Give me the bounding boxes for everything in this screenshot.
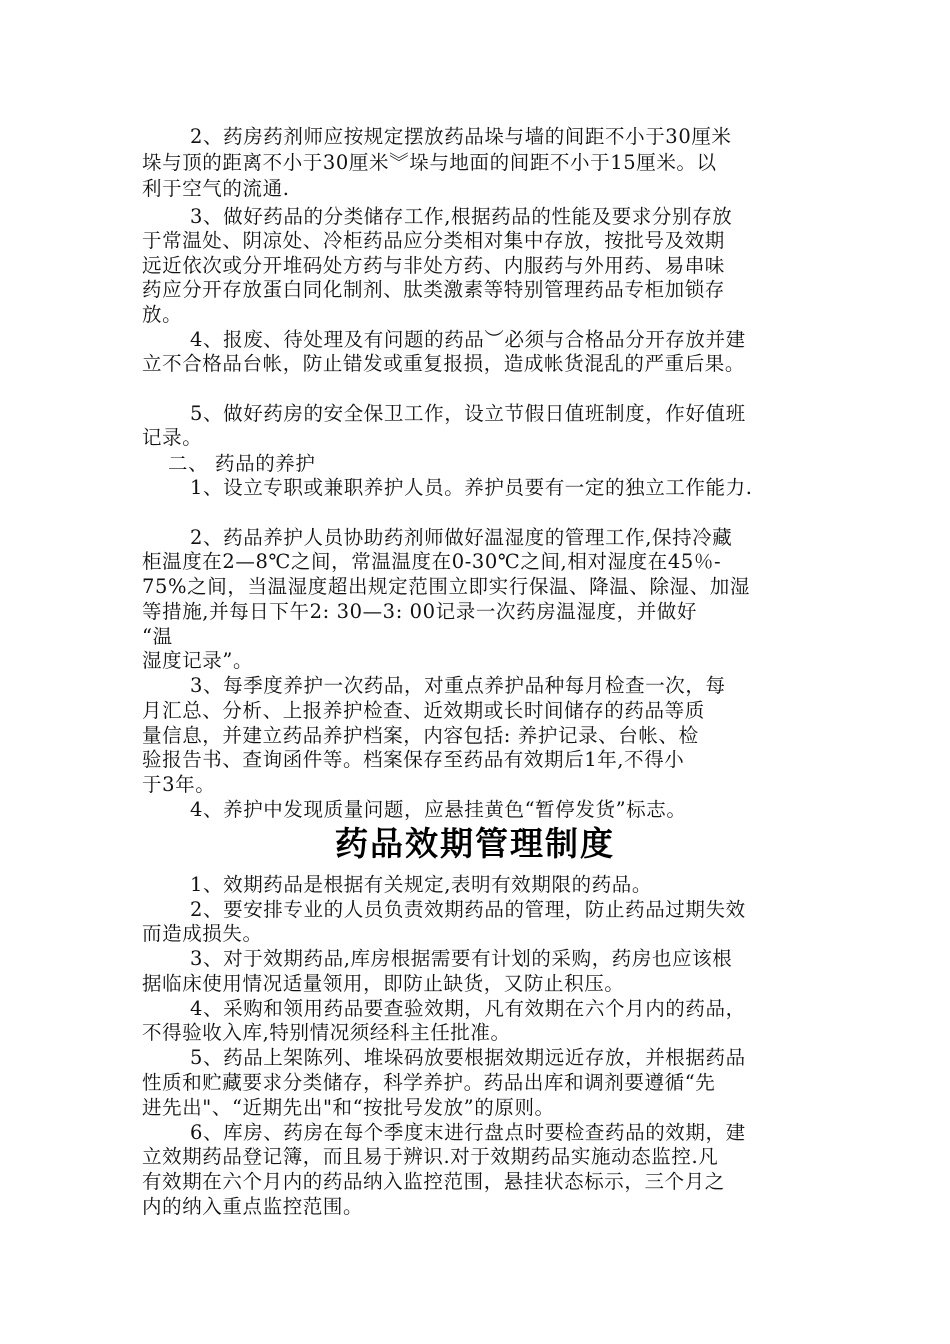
paragraph-line: 进先出"、“近期先出"和“按批号发放”的原则。 bbox=[142, 1096, 555, 1119]
paragraph-line: 据临床使用情况适量领用，即防止缺货，又防止积压。 bbox=[142, 972, 625, 995]
paragraph-line: 而造成损失。 bbox=[142, 922, 263, 945]
paragraph-line: 性质和贮藏要求分类储存，科学养护。药品出库和调剂要遵循“先 bbox=[142, 1071, 716, 1094]
paragraph-line: 5、做好药房的安全保卫工作，设立节假日值班制度，作好值班 bbox=[190, 402, 746, 425]
paragraph-line: 内的纳入重点监控范围。 bbox=[142, 1195, 364, 1218]
paragraph-line: 放。 bbox=[142, 303, 183, 326]
paragraph-line: 3、每季度养护一次药品，对重点养护品种每月检查一次，每 bbox=[190, 674, 726, 697]
paragraph-line: 2、要安排专业的人员负责效期药品的管理，防止药品过期失效 bbox=[190, 898, 746, 921]
paragraph-line: 75%之间，当温湿度超出规定范围立即实行保温、降温、除湿、加湿 bbox=[142, 575, 750, 598]
paragraph-line: 5、药品上架陈列、堆垛码放要根据效期远近存放，并根据药品 bbox=[190, 1046, 746, 1069]
paragraph-line: 立不合格品台帐，防止错发或重复报损，造成帐货混乱的严重后果。 bbox=[142, 352, 746, 375]
paragraph-line: 于常温处、阴凉处、冷柜药品应分类相对集中存放，按批号及效期 bbox=[142, 229, 725, 252]
paragraph-line: 4、报废、待处理及有问题的药品︶必须与合格品分开存放并建 bbox=[190, 328, 746, 351]
paragraph-line: 验报告书、查询函件等。档案保存至药品有效期后1年,不得小 bbox=[142, 748, 685, 771]
paragraph-line: 4、采购和领用药品要查验效期，凡有效期在六个月内的药品， bbox=[190, 997, 746, 1020]
paragraph-line: 柜温度在2—8℃之间，常温温度在0-30℃之间,相对湿度在45％- bbox=[142, 550, 722, 573]
paragraph-line: 1、效期药品是根据有关规定,表明有效期限的药品。 bbox=[190, 873, 653, 896]
paragraph-line: 有效期在六个月内的药品纳入监控范围，悬挂状态标示，三个月之 bbox=[142, 1170, 725, 1193]
paragraph-line: 2、药品养护人员协助药剂师做好温湿度的管理工作,保持冷藏 bbox=[190, 526, 733, 549]
paragraph-line: “温 bbox=[142, 625, 173, 648]
paragraph-line: 不得验收入库,特别情况须经科主任批准。 bbox=[142, 1021, 511, 1044]
paragraph-line: 量信息，并建立药品养护档案，内容包括: 养护记录、台帐、检 bbox=[142, 724, 699, 747]
paragraph-line: 1、设立专职或兼职养护人员。养护员要有一定的独立工作能力. bbox=[190, 476, 753, 499]
paragraph-line: 2、药房药剂师应按规定摆放药品垛与墙的间距不小于30厘米 bbox=[190, 125, 732, 148]
paragraph-line: 利于空气的流通. bbox=[142, 177, 290, 200]
paragraph-line: 等措施,并每日下午2: 30—3: 00记录一次药房温湿度，并做好 bbox=[142, 600, 697, 623]
paragraph-line: 垛与顶的距离不小于30厘米︾垛与地面的间距不小于15厘米。以 bbox=[142, 151, 717, 174]
page-title: 药品效期管理制度 bbox=[335, 824, 615, 863]
paragraph-line: 立效期药品登记簿，而且易于辨识.对于效期药品实施动态监控.凡 bbox=[142, 1145, 719, 1168]
paragraph-line: 远近依次或分开堆码处方药与非处方药、内服药与外用药、易串味 bbox=[142, 254, 725, 277]
paragraph-line: 4、养护中发现质量问题，应悬挂黄色“暂停发货”标志。 bbox=[190, 798, 687, 821]
paragraph-line: 湿度记录”。 bbox=[142, 649, 254, 672]
paragraph-line: 3、做好药品的分类储存工作,根据药品的性能及要求分别存放 bbox=[190, 205, 733, 228]
paragraph-line: 记录。 bbox=[142, 426, 203, 449]
paragraph-line: 月汇总、分析、上报养护检查、近效期或长时间储存的药品等质 bbox=[142, 699, 705, 722]
paragraph-line: 6、库房、药房在每个季度末进行盘点时要检查药品的效期，建 bbox=[190, 1121, 746, 1144]
paragraph-line: 药应分开存放蛋白同化制剂、肽类激素等特别管理药品专柜加锁存 bbox=[142, 278, 725, 301]
section-heading: 二、 药品的养护 bbox=[168, 452, 316, 475]
paragraph-line: 于3年。 bbox=[142, 773, 216, 796]
paragraph-line: 3、对于效期药品,库房根据需要有计划的采购，药房也应该根 bbox=[190, 947, 733, 970]
